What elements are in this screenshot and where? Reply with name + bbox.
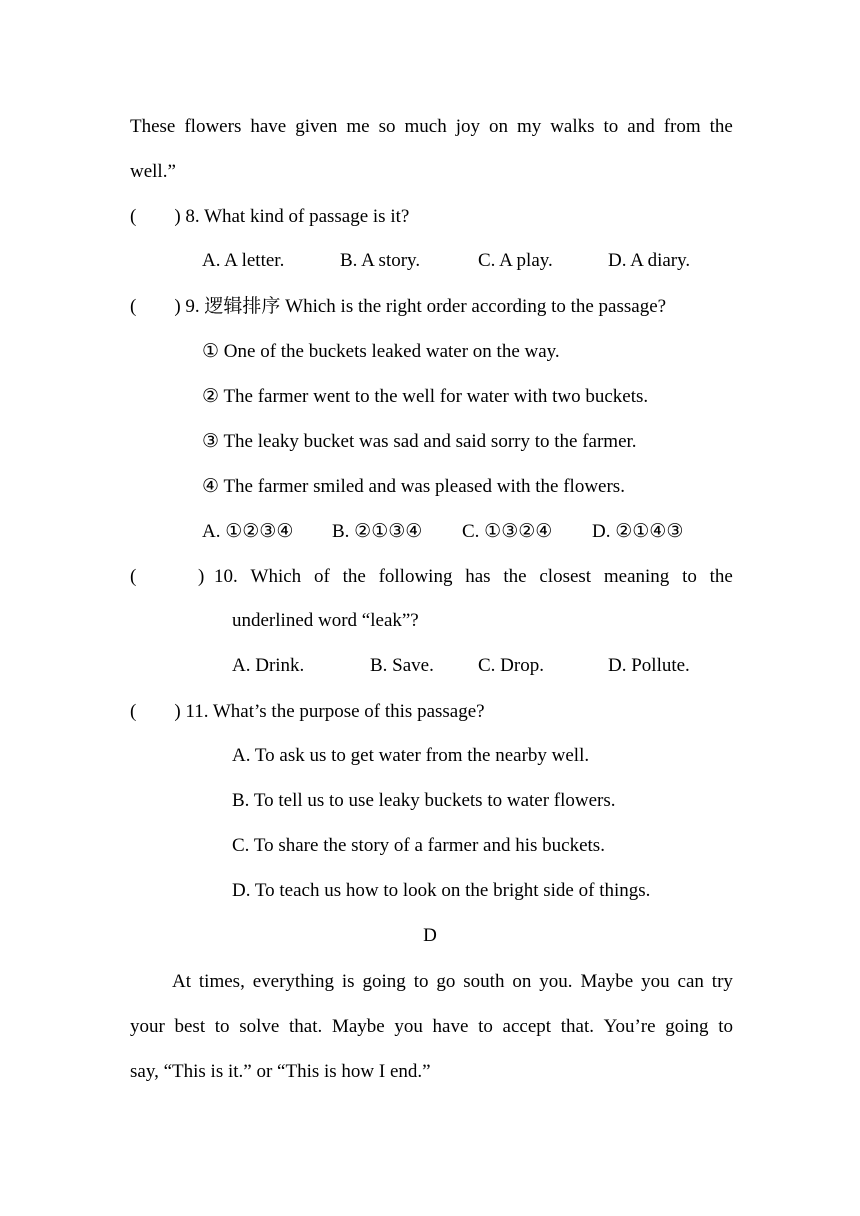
question-11 [130,700,485,724]
q9-option-b[interactable]: B. ②①③④ [332,521,423,542]
word: given [295,116,338,137]
q9-event-3: ③ The leaky bucket was sad and said sorry to the farmer. [202,431,637,452]
answer-blank-close: ) [174,296,181,317]
word: my [516,116,542,137]
q10-option-a[interactable]: A. Drink. [232,655,305,676]
q10-option-d[interactable]: D. Pollute. [608,655,690,676]
word: that. [289,1016,323,1037]
answer-blank-close: ) [198,566,205,587]
q9-option-d[interactable]: D. ②①④③ [592,521,684,542]
word: have [250,116,287,137]
answer-blank-close: ) [174,701,181,722]
q10-option-b[interactable]: B. Save. [370,655,434,676]
q10-option-c[interactable]: C. Drop. [478,655,544,676]
q11-option-d[interactable]: D. To teach us how to look on the bright side of things. [232,880,651,901]
q9-event-1: ① One of the buckets leaked water on the way. [202,341,560,362]
word: go [436,971,456,992]
answer-blank-open[interactable]: ( [130,296,137,317]
q11-option-a[interactable]: A. To ask us to get water from the nearby well. [232,745,590,766]
section-heading: D [423,925,437,946]
word: has [465,566,491,587]
q8-option-b[interactable]: B. A story. [340,250,421,271]
word: Maybe [580,971,634,992]
answer-blank-open[interactable]: ( [130,206,137,227]
question-10-text [214,565,733,589]
word: flowers [184,116,242,137]
q11-option-c[interactable]: C. To share the story of a farmer and his buckets. [232,835,605,856]
q9-event-2: ② The farmer went to the well for water with two buckets. [202,386,649,407]
word: everything [252,971,334,992]
word: and [627,116,655,137]
word: At [172,971,191,992]
passage-d-line-1 [172,970,733,994]
q9-option-a[interactable]: A. ①②③④ [202,521,294,542]
word: you [394,1016,423,1037]
word: you. [539,971,573,992]
question-9-text: 9. 逻辑排序 Which is the right order according to the passage? [185,296,667,317]
word: walks [550,116,595,137]
word: have [432,1016,469,1037]
word: to [682,566,697,587]
word: so [378,116,396,137]
word: can [677,971,704,992]
q9-option-c[interactable]: C. ①③②④ [462,521,553,542]
question-8 [130,205,409,229]
word: you [641,971,670,992]
answer-blank-close: ) [174,206,181,227]
word: the [709,566,733,587]
word: me [346,116,370,137]
q11-option-b[interactable]: B. To tell us to use leaky buckets to water flowers. [232,790,616,811]
question-10-text-cont: underlined word “leak”? [232,610,419,631]
word: 10. [214,566,238,587]
word: accept [502,1016,552,1037]
word: Which [250,566,302,587]
answer-blank-open[interactable]: ( [130,566,137,587]
word: to [413,971,429,992]
question-8-text: 8. What kind of passage is it? [185,206,410,227]
word: the [503,566,527,587]
word: Maybe [331,1016,385,1037]
word: much [404,116,447,137]
word: your [130,1016,165,1037]
word: best [174,1016,206,1037]
word: that. [560,1016,594,1037]
q8-option-d[interactable]: D. A diary. [608,250,691,271]
word: to [214,1016,230,1037]
passage-d-line-2 [130,1015,733,1039]
intro-line-2: well.” [130,161,176,182]
word: of [313,566,330,587]
word: to [478,1016,493,1037]
word: These [130,116,176,137]
word: joy [455,116,480,137]
word: meaning [603,566,670,587]
intro-line-1 [130,115,733,139]
word: following [378,566,453,587]
word: solve [239,1016,280,1037]
word: on [512,971,532,992]
passage-d-line-3: say, “This is it.” or “This is how I end.” [130,1061,431,1082]
word: to [718,1016,733,1037]
word: is [341,971,355,992]
word: to [603,116,619,137]
question-9 [130,295,666,319]
word: try [711,971,733,992]
word: You’re [603,1016,656,1037]
word: going [362,971,406,992]
word: the [342,566,366,587]
word: on [488,116,508,137]
q9-event-4: ④ The farmer smiled and was pleased with the flowers. [202,476,625,497]
answer-blank-open[interactable]: ( [130,701,137,722]
word: times, [198,971,245,992]
q8-option-a[interactable]: A. A letter. [202,250,285,271]
word: south [463,971,505,992]
word: closest [539,566,592,587]
word: from [663,116,701,137]
word: going [665,1016,709,1037]
q8-option-c[interactable]: C. A play. [478,250,553,271]
question-11-text: 11. What’s the purpose of this passage? [185,701,485,722]
word: the [709,116,733,137]
